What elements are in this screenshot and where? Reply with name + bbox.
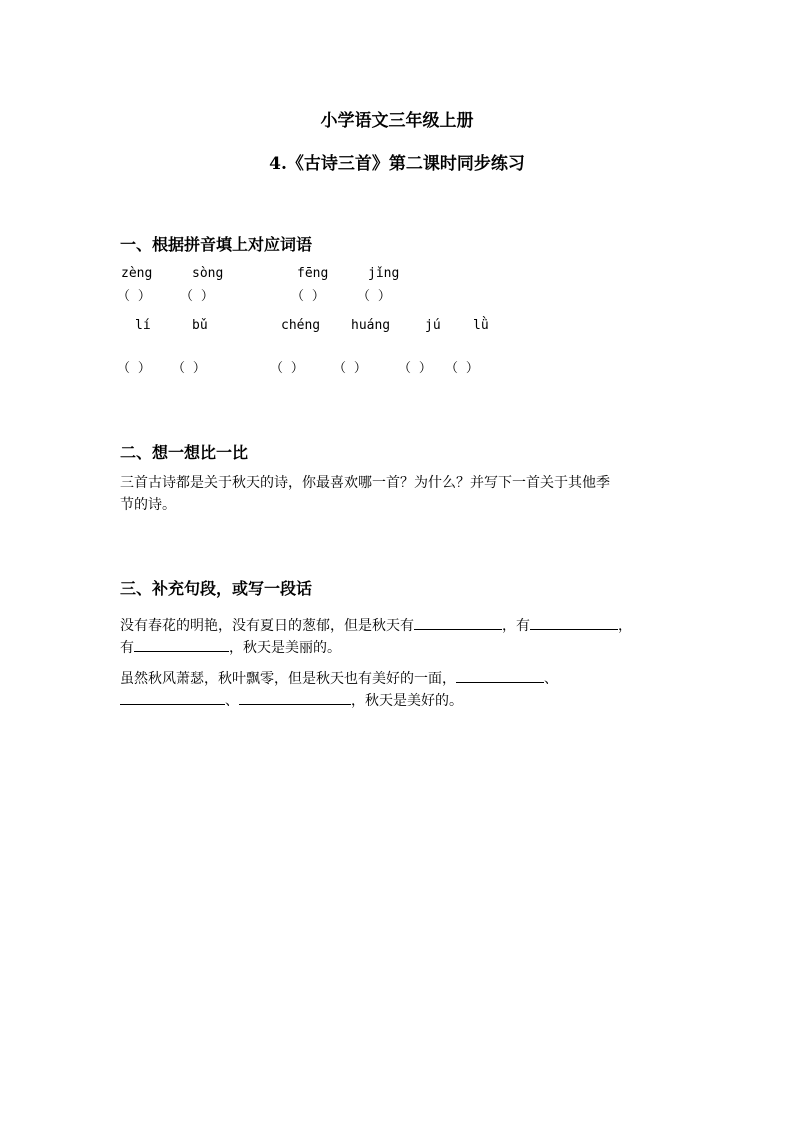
answer-blank[interactable]: （ ）: [445, 361, 479, 376]
pinyin-zeng: zèng: [121, 266, 153, 281]
answer-blank[interactable]: （ ）: [180, 289, 214, 304]
section-3-paragraph-2-line-1: [120, 668, 558, 690]
fill-blank[interactable]: [134, 637, 229, 652]
pinyin-jing: jǐng: [368, 266, 400, 281]
paragraph-text: ，秋天是美丽的。: [229, 640, 341, 656]
paragraph-text: ，秋天是美好的。: [351, 693, 463, 709]
paragraph-text: 、: [225, 693, 239, 709]
section-3-paragraph-1-line-1: [120, 615, 632, 637]
pinyin-ju: jú: [425, 318, 441, 333]
paragraph-text: 、: [544, 671, 558, 687]
section-3-paragraph-2-line-2: [120, 690, 463, 712]
answer-blank[interactable]: （ ）: [398, 361, 432, 376]
answer-blank[interactable]: （ ）: [172, 361, 206, 376]
pinyin-bu: bǔ: [192, 318, 208, 333]
paragraph-text: ，有: [502, 618, 530, 634]
paragraph-text: 有: [120, 640, 134, 656]
pinyin-feng: fēng: [297, 266, 329, 281]
section-1-heading: 一、根据拼音填上对应词语: [120, 235, 313, 254]
section-3-paragraph-1-line-2: [120, 637, 341, 659]
pinyin-lv: lǜ: [473, 318, 489, 333]
fill-blank[interactable]: [414, 615, 502, 630]
fill-blank[interactable]: [120, 690, 225, 705]
paragraph-text: ，: [618, 618, 632, 634]
pinyin-song: sòng: [192, 266, 224, 281]
section-2-text-line-1: 三首古诗都是关于秋天的诗，你最喜欢哪一首？为什么？并写下一首关于其他季: [120, 475, 610, 491]
pinyin-li: lí: [135, 318, 151, 333]
answer-blank[interactable]: （ ）: [357, 289, 391, 304]
section-3-heading: 三、补充句段，或写一段话: [120, 579, 313, 598]
answer-blank[interactable]: （ ）: [117, 289, 151, 304]
section-2-text-line-2: 节的诗。: [120, 497, 176, 513]
page-subtitle: 4.《古诗三首》第二课时同步练习: [269, 154, 525, 174]
paragraph-text: 虽然秋风萧瑟，秋叶飘零，但是秋天也有美好的一面，: [120, 671, 456, 687]
pinyin-cheng: chéng: [281, 318, 321, 333]
pinyin-huang: huáng: [351, 318, 391, 333]
page-title: 小学语文三年级上册: [320, 111, 474, 131]
answer-blank[interactable]: （ ）: [270, 361, 304, 376]
fill-blank[interactable]: [239, 690, 351, 705]
fill-blank[interactable]: [456, 668, 544, 683]
answer-blank[interactable]: （ ）: [291, 289, 325, 304]
paragraph-text: 没有春花的明艳，没有夏日的葱郁，但是秋天有: [120, 618, 414, 634]
answer-blank[interactable]: （ ）: [333, 361, 367, 376]
section-2-heading: 二、想一想比一比: [120, 443, 249, 462]
fill-blank[interactable]: [530, 615, 618, 630]
answer-blank[interactable]: （ ）: [117, 361, 151, 376]
